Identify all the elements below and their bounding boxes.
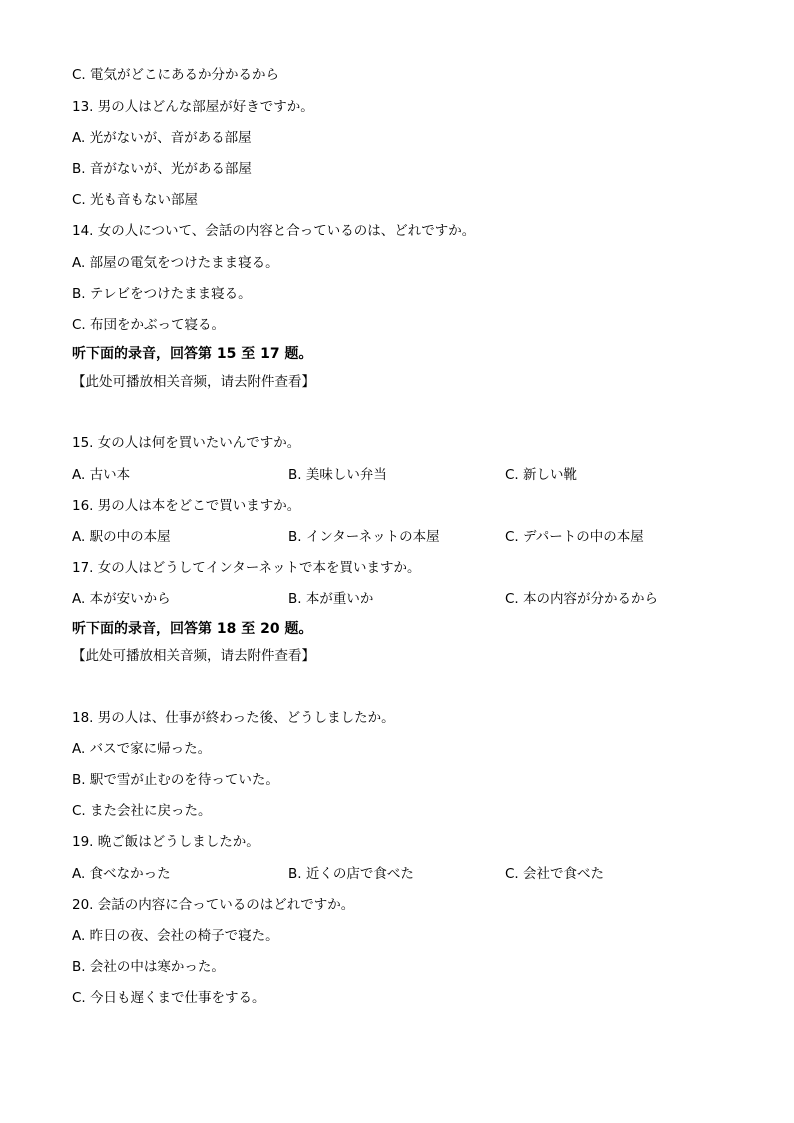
option-line: A. 光がないが、音がある部屋 bbox=[72, 130, 252, 146]
option-line: B. 音がないが、光がある部屋 bbox=[72, 161, 252, 177]
question-14: 14. 女の人について、会話の内容と合っているのは、どれですか。 bbox=[72, 223, 476, 239]
option-line: C. 今日も遅くまで仕事をする。 bbox=[72, 990, 266, 1006]
section-heading: 听下面的录音，回答第 18 至 20 题。 bbox=[72, 621, 313, 637]
option-line: A. 部屋の電気をつけたまま寝る。 bbox=[72, 255, 279, 271]
option-line: A. バスで家に帰った。 bbox=[72, 741, 212, 757]
option-c: C. 本の内容が分かるから bbox=[505, 591, 659, 607]
option-a: A. 本が安いから bbox=[72, 591, 171, 607]
audio-note: 【此处可播放相关音频，请去附件查看】 bbox=[72, 648, 315, 664]
option-b: B. 本が重いか bbox=[288, 591, 374, 607]
option-line: C. 電気がどこにあるか分かるから bbox=[72, 67, 280, 83]
option-c: C. デパートの中の本屋 bbox=[505, 529, 644, 545]
question-20: 20. 会話の内容に合っているのはどれですか。 bbox=[72, 897, 355, 913]
option-line: B. 駅で雪が止むのを待っていた。 bbox=[72, 772, 279, 788]
option-c: C. 会社で食べた bbox=[505, 866, 605, 882]
option-line: B. テレビをつけたまま寝る。 bbox=[72, 286, 252, 302]
question-16: 16. 男の人は本をどこで買いますか。 bbox=[72, 498, 301, 514]
question-17: 17. 女の人はどうしてインターネットで本を買いますか。 bbox=[72, 560, 421, 576]
option-line: B. 会社の中は寒かった。 bbox=[72, 959, 225, 975]
option-c: C. 新しい靴 bbox=[505, 467, 578, 483]
question-13: 13. 男の人はどんな部屋が好きですか。 bbox=[72, 99, 314, 115]
question-15: 15. 女の人は何を買いたいんですか。 bbox=[72, 435, 301, 451]
option-line: C. また会社に戻った。 bbox=[72, 803, 212, 819]
audio-note: 【此处可播放相关音频，请去附件查看】 bbox=[72, 374, 315, 390]
option-b: B. インターネットの本屋 bbox=[288, 529, 440, 545]
option-b: B. 近くの店で食べた bbox=[288, 866, 414, 882]
section-heading: 听下面的录音，回答第 15 至 17 题。 bbox=[72, 346, 313, 362]
option-b: B. 美味しい弁当 bbox=[288, 467, 387, 483]
option-a: A. 駅の中の本屋 bbox=[72, 529, 171, 545]
option-a: A. 食べなかった bbox=[72, 866, 171, 882]
option-line: C. 光も音もない部屋 bbox=[72, 192, 199, 208]
option-line: C. 布団をかぶって寝る。 bbox=[72, 317, 226, 333]
question-18: 18. 男の人は、仕事が終わった後、どうしましたか。 bbox=[72, 710, 395, 726]
option-line: A. 昨日の夜、会社の椅子で寝た。 bbox=[72, 928, 279, 944]
question-19: 19. 晩ご飯はどうしましたか。 bbox=[72, 834, 260, 850]
option-a: A. 古い本 bbox=[72, 467, 131, 483]
